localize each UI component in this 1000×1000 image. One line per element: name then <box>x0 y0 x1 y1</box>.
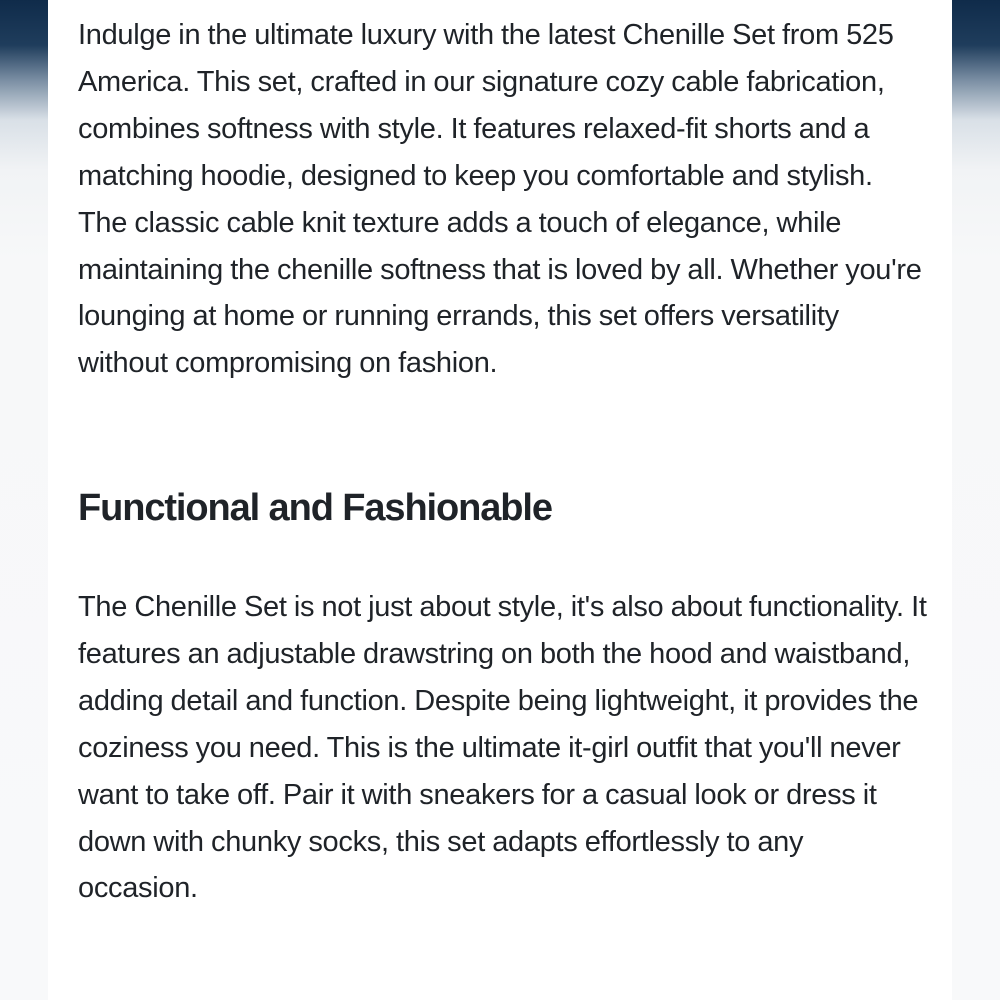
right-background-band <box>952 0 1000 1000</box>
section-heading: Functional and Fashionable <box>78 487 552 529</box>
left-background-band <box>0 0 48 1000</box>
product-description <box>48 0 952 1000</box>
description-paragraph-intro: Indulge in the ultimate luxury with the latest Chenille Set from 525 America. This set, crafted in our signature cozy cable fabrication, combines softness with style. It features relaxed-fit shorts and a matching hoodie, designed to keep you comfortable and stylish. The classic cable knit texture adds a touch of elegance, while maintaining the chenille softness that is loved by all. Whether you're lounging at home or running errands, this set offers versatility without compromising on fashion. <box>78 19 922 380</box>
description-paragraph-functional: The Chenille Set is not just about style, it's also about functionality. It features an adjustable drawstring on both the hood and waistband, adding detail and function. Despite being lightweight, it provides the coziness you need. This is the ultimate it-girl outfit that you'll never want to take off. Pair it with sneakers for a casual look or dress it down with chunky socks, this set adapts effortlessly to any occasion. <box>78 591 927 905</box>
